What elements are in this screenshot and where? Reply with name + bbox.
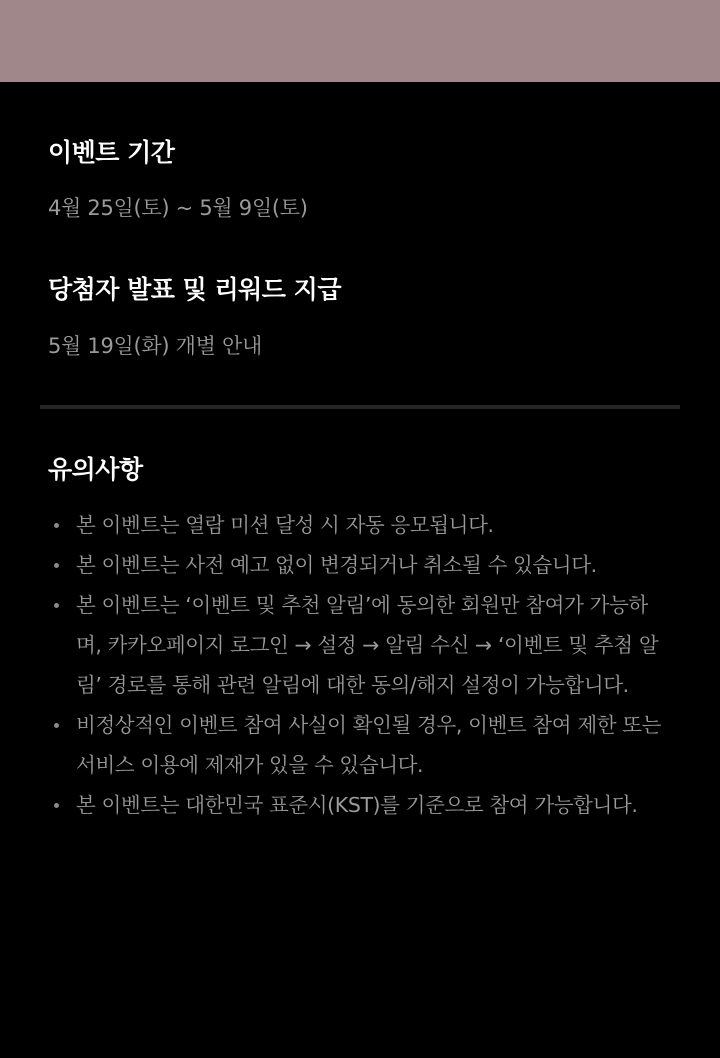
notice-item-text: 비정상적인 이벤트 참여 사실이 확인될 경우, 이벤트 참여 제한 또는 서비스 이용에 제재가 있을 수 있습니다. bbox=[76, 713, 662, 777]
notice-list bbox=[48, 505, 672, 825]
notice-item bbox=[76, 785, 672, 825]
notice-item bbox=[76, 545, 672, 585]
bullet-dot-icon bbox=[54, 723, 59, 728]
bullet-dot-icon bbox=[54, 523, 59, 528]
event-info bbox=[0, 82, 720, 361]
notice-item-text: 본 이벤트는 열람 미션 달성 시 자동 응모됩니다. bbox=[76, 513, 494, 537]
notice-item bbox=[76, 705, 672, 785]
notice-item-text: 본 이벤트는 대한민국 표준시(KST)를 기준으로 참여 가능합니다. bbox=[76, 793, 638, 817]
notice-item bbox=[76, 505, 672, 545]
notice-title: 유의사항 bbox=[48, 455, 143, 484]
notice-section bbox=[0, 455, 720, 825]
top-banner bbox=[0, 0, 720, 82]
section-divider bbox=[40, 405, 680, 409]
winner-announcement-title: 당첨자 발표 및 리워드 지급 bbox=[48, 275, 341, 304]
notice-item-text: 본 이벤트는 ‘이벤트 및 추천 알림’에 동의한 회원만 참여가 가능하며, 카카오페이지 로그인 → 설정 → 알림 수신 → ‘이벤트 및 추첨 알림’ 경로를 통해 관련 알림에 대한 동의/해지 설정이 가능합니다. bbox=[76, 593, 659, 697]
bullet-dot-icon bbox=[54, 563, 59, 568]
bullet-dot-icon bbox=[54, 803, 59, 808]
winner-announcement-value: 5월 19일(화) 개별 안내 bbox=[48, 334, 262, 358]
bullet-dot-icon bbox=[54, 603, 59, 608]
event-period-title: 이벤트 기간 bbox=[48, 138, 175, 167]
notice-item-text: 본 이벤트는 사전 예고 없이 변경되거나 취소될 수 있습니다. bbox=[76, 553, 597, 577]
notice-item bbox=[76, 585, 672, 705]
event-period-value: 4월 25일(토) ~ 5월 9일(토) bbox=[48, 196, 308, 220]
